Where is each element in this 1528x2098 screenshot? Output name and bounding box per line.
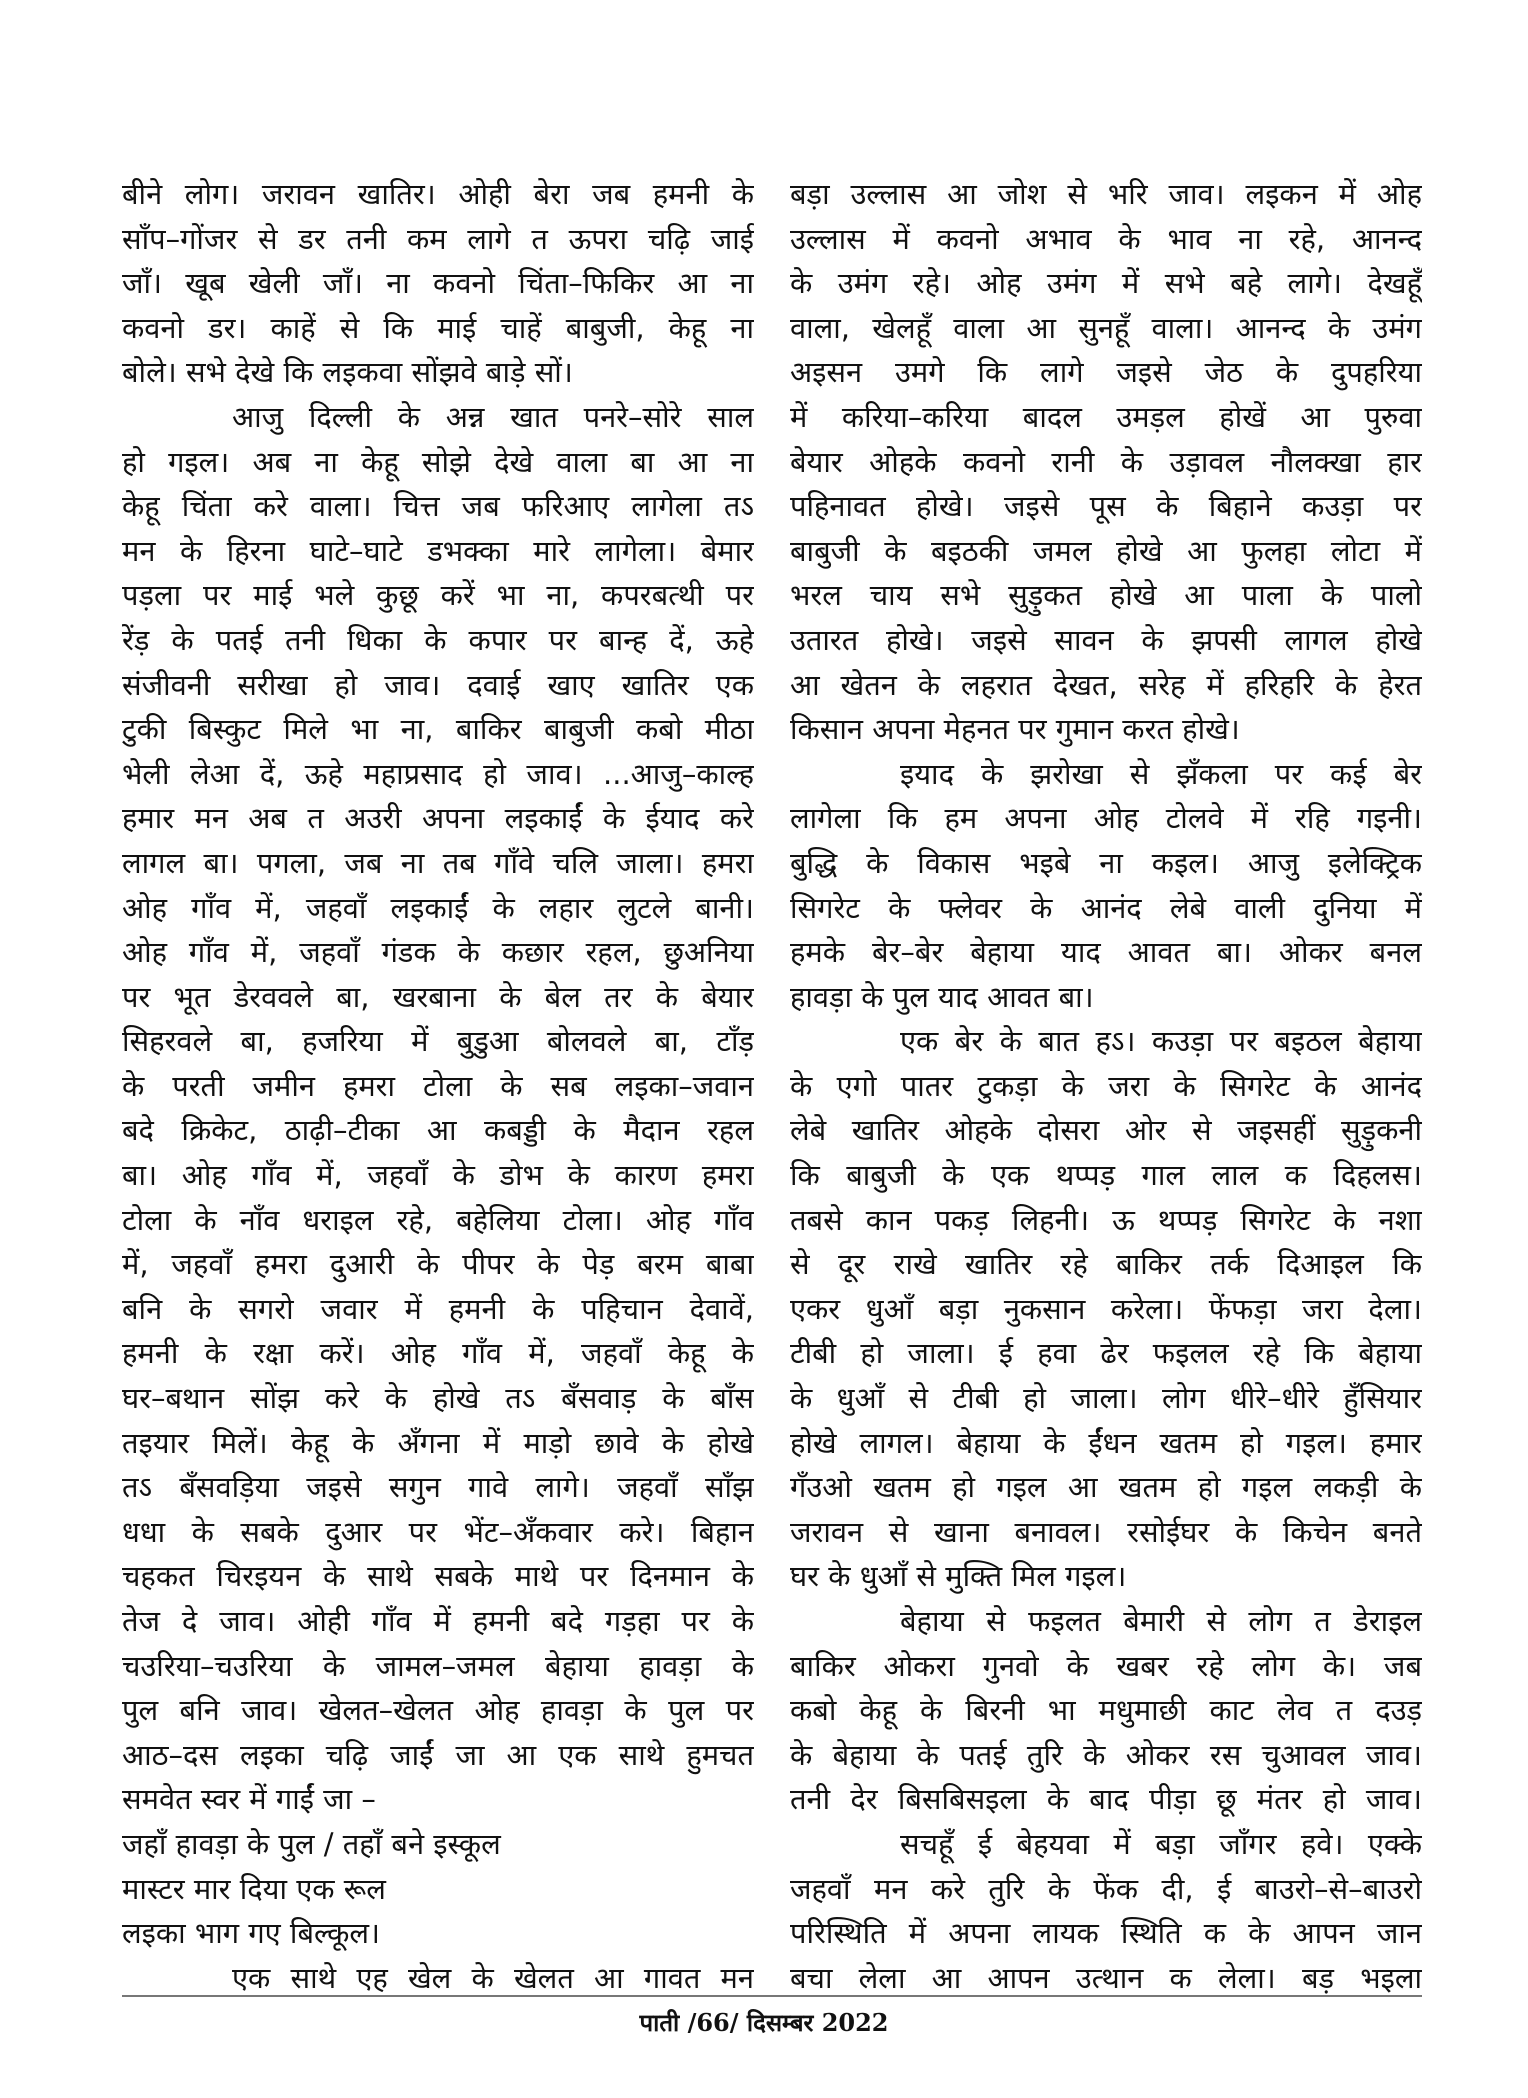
text-line: हो गइल। अब ना केहू सोझे देखे वाला बा आ ना (122, 444, 754, 479)
text-line: भरल चाय सभे सुड़ुकत होखे आ पाला के पालो (790, 578, 1422, 613)
text-line: में, जहवाँ हमरा दुआरी के पीपर के पेड़ बरम बाबा (122, 1247, 754, 1282)
text-line: होखे लागल। बेहाया के ईंधन खतम हो गइल। हमार (790, 1425, 1422, 1460)
text-line: जहवाँ मन करे तुरि के फेंक दी, ई बाउरो–से–बाउरो (790, 1871, 1422, 1906)
text-line: पहिनावत होखे। जइसे पूस के बिहाने कउड़ा पर (790, 489, 1422, 524)
text-line: केहू चिंता करे वाला। चित्त जब फरिआए लागेला तऽ (122, 489, 754, 524)
text-line: बुद्धि के विकास भइबे ना कइल। आजु इलेक्ट्रिक (790, 845, 1422, 880)
text-line: आजु दिल्ली के अन्न खात पनरे–सोरे साल (232, 399, 754, 434)
text-line: भेली लेआ दें, ऊहे महाप्रसाद हो जाव। ...आजु–काल्ह (122, 756, 754, 791)
text-line: टुकी बिस्कुट मिले भा ना, बाकिर बाबुजी कबो मीठा (122, 712, 754, 747)
text-line: अइसन उमगे कि लागे जइसे जेठ के दुपहरिया (790, 355, 1422, 390)
text-line: हमनी के रक्षा करें। ओह गाँव में, जहवाँ केहू के (122, 1336, 754, 1371)
text-line: में करिया–करिया बादल उमड़ल होखें आ पुरुवा (790, 399, 1422, 434)
text-line: घर के धुआँ से मुक्ति मिल गइल। (790, 1559, 1127, 1594)
text-line: के उमंग रहे। ओह उमंग में सभे बहे लागे। देखहूँ (790, 266, 1422, 301)
text-line: धधा के सबके दुआर पर भेंट–अँकवार करे। बिहान (122, 1514, 754, 1549)
right-column (790, 172, 1422, 2000)
text-line: जरावन से खाना बनावल। रसोईघर के किचेन बनते (790, 1514, 1422, 1549)
text-line: तेज दे जाव। ओही गाँव में हमनी बदे गड़हा पर के (122, 1604, 754, 1638)
text-line: परिस्थिति में अपना लायक स्थिति क के आपन जान (790, 1916, 1422, 1951)
text-line: बनि के सगरो जवार में हमनी के पहिचान देवावें, (122, 1291, 754, 1326)
text-line: जहाँ हावड़ा के पुल / तहाँ बने इस्कूल (122, 1826, 501, 1861)
text-line: एकर धुआँ बड़ा नुकसान करेला। फेंफड़ा जरा देला। (790, 1291, 1422, 1326)
text-line: पर भूत डेरववले बा, खरबाना के बेल तर के बेयार (122, 979, 754, 1014)
text-line: तनी देर बिसबिसइला के बाद पीड़ा छू मंतर हो जाव। (790, 1782, 1422, 1817)
text-line: आठ–दस लइका चढ़ि जाईं जा आ एक साथे हुमचत (122, 1737, 754, 1772)
text-line: उल्लास में कवनो अभाव के भाव ना रहे, आनन्द (790, 221, 1422, 256)
text-line: कवनो डर। काहें से कि माई चाहें बाबुजी, केहू ना (122, 310, 754, 345)
text-line: बा। ओह गाँव में, जहवाँ के डोभ के कारण हमरा (122, 1158, 754, 1193)
text-line: बाबुजी के बइठकी जमल होखे आ फुलहा लोटा में (790, 533, 1422, 568)
text-line: बाकिर ओकरा गुनवो के खबर रहे लोग के। जब (790, 1648, 1422, 1683)
text-line: के धुआँ से टीबी हो जाला। लोग धीरे–धीरे हुँसियार (790, 1381, 1422, 1416)
text-line: चउरिया–चउरिया के जामल–जमल बेहाया हावड़ा के (122, 1648, 754, 1683)
text-line: बेयार ओहके कवनो रानी के उड़ावल नौलक्खा हार (790, 444, 1422, 479)
text-line: से दूर राखे खातिर रहे बाकिर तर्क दिआइल कि (790, 1247, 1422, 1282)
text-line: लागल बा। पगला, जब ना तब गाँवे चलि जाला। हमरा (122, 845, 754, 880)
text-line: रेंड़ के पतई तनी धिका के कपार पर बान्ह दें, ऊहे (122, 622, 754, 657)
left-column (122, 172, 754, 2000)
text-line: मास्टर मार दिया एक रूल (122, 1871, 386, 1906)
text-line: जाँ। खूब खेली जाँ। ना कवनो चिंता–फिकिर आ ना (122, 266, 754, 301)
text-line: उतारत होखे। जइसे सावन के झपसी लागल होखे (790, 622, 1422, 657)
text-line: बेहाया से फइलत बेमारी से लोग त डेराइल (900, 1604, 1422, 1638)
text-line: संजीवनी सरीखा हो जाव। दवाई खाए खातिर एक (122, 667, 754, 702)
text-line: ओह गाँव में, जहवाँ गंडक के कछार रहल, छुअनिया (122, 935, 754, 970)
text-line: सचहूँ ई बेहयवा में बड़ा जाँगर हवे। एक्के (900, 1826, 1422, 1861)
text-line: एक साथे एह खेल के खेलत आ गावत मन (232, 1960, 754, 1995)
text-line: बीने लोग। जरावन खातिर। ओही बेरा जब हमनी के (122, 177, 754, 211)
text-line: पुल बनि जाव। खेलत–खेलत ओह हावड़ा के पुल पर (122, 1693, 754, 1728)
page-footer: पाती /66/ दिसम्बर 2022 (639, 2008, 889, 2037)
text-line: सिहरवले बा, हजरिया में बुडुआ बोलवले बा, टाँड़ (122, 1024, 754, 1059)
text-line: समवेत स्वर में गाईं जा – (122, 1782, 376, 1817)
text-line: के बेहाया के पतई तुरि के ओकर रस चुआवल जाव। (790, 1737, 1422, 1772)
text-line: बड़ा उल्लास आ जोश से भरि जाव। लइकन में ओह (790, 177, 1422, 211)
text-line: टोला के नाँव धराइल रहे, बहेलिया टोला। ओह गाँव (122, 1202, 754, 1237)
text-line: के एगो पातर टुकड़ा के जरा के सिगरेट के आनंद (790, 1068, 1422, 1103)
text-line: घर–बथान सोंझ करे के होखे तऽ बँसवाड़ के बाँस (122, 1381, 754, 1416)
text-line: मन के हिरना घाटे–घाटे डभक्का मारे लागेला। बेमार (122, 533, 754, 568)
text-line: एक बेर के बात हऽ। कउड़ा पर बइठल बेहाया (900, 1024, 1422, 1059)
text-line: के परती जमीन हमरा टोला के सब लइका–जवान (122, 1068, 754, 1103)
text-line: हावड़ा के पुल याद आवत बा। (790, 979, 1094, 1014)
text-line: सिगरेट के फ्लेवर के आनंद लेबे वाली दुनिया में (790, 890, 1422, 925)
text-line: तबसे कान पकड़ लिहनी। ऊ थप्पड़ सिगरेट के नशा (790, 1202, 1422, 1237)
text-line: हमके बेर–बेर बेहाया याद आवत बा। ओकर बनल (790, 935, 1422, 970)
text-line: बदे क्रिकेट, ठाढ़ी–टीका आ कबड्डी के मैदान रहल (122, 1113, 754, 1148)
text-line: किसान अपना मेहनत पर गुमान करत होखे। (790, 712, 1240, 747)
text-line: बोले। सभे देखे कि लइकवा सोंझवे बाड़े सों। (122, 355, 573, 390)
text-line: लइका भाग गए बिल्कूल। (122, 1916, 381, 1951)
text-line: आ खेतन के लहरात देखत, सरेह में हरिहरि के हेरत (790, 667, 1422, 702)
text-line: लागेला कि हम अपना ओह टोलवे में रहि गइनी। (790, 801, 1422, 836)
text-line: पड़ला पर माई भले कुछू करें भा ना, कपरबत्थी पर (122, 578, 754, 613)
text-line: तइयार मिलें। केहू के अँगना में माड़ो छावे के होखे (122, 1425, 754, 1460)
text-line: गँउओ खतम हो गइल आ खतम हो गइल लकड़ी के (790, 1470, 1422, 1505)
text-line: हमार मन अब त अउरी अपना लइकाईं के ईयाद करे (122, 801, 754, 836)
text-line: बचा लेला आ आपन उत्थान क लेला। बड़ भइला (790, 1960, 1422, 1995)
text-line: लेबे खातिर ओहके दोसरा ओर से जइसहीं सुड़ुकनी (790, 1113, 1422, 1148)
text-line: वाला, खेलहूँ वाला आ सुनहूँ वाला। आनन्द के उमंग (790, 310, 1422, 345)
text-line: तऽ बँसवड़िया जइसे सगुन गावे लागे। जहवाँ साँझ (122, 1470, 754, 1505)
text-line: टीबी हो जाला। ई हवा ढेर फइलल रहे कि बेहाया (790, 1336, 1422, 1371)
text-line: कि बाबुजी के एक थप्पड़ गाल लाल क दिहलस। (790, 1158, 1422, 1193)
text-line: साँप–गोंजर से डर तनी कम लागे त ऊपरा चढ़ि जाई (122, 221, 754, 256)
text-line: चहकत चिरइयन के साथे सबके माथे पर दिनमान के (122, 1559, 754, 1594)
footer-divider (122, 1995, 1422, 1997)
text-line: कबो केहू के बिरनी भा मधुमाछी काट लेव त दउड़ (790, 1693, 1422, 1728)
text-line: इयाद के झरोखा से झँकला पर कई बेर (900, 756, 1422, 791)
text-line: ओह गाँव में, जहवाँ लइकाईं के लहार लुटले बानी। (122, 890, 754, 925)
